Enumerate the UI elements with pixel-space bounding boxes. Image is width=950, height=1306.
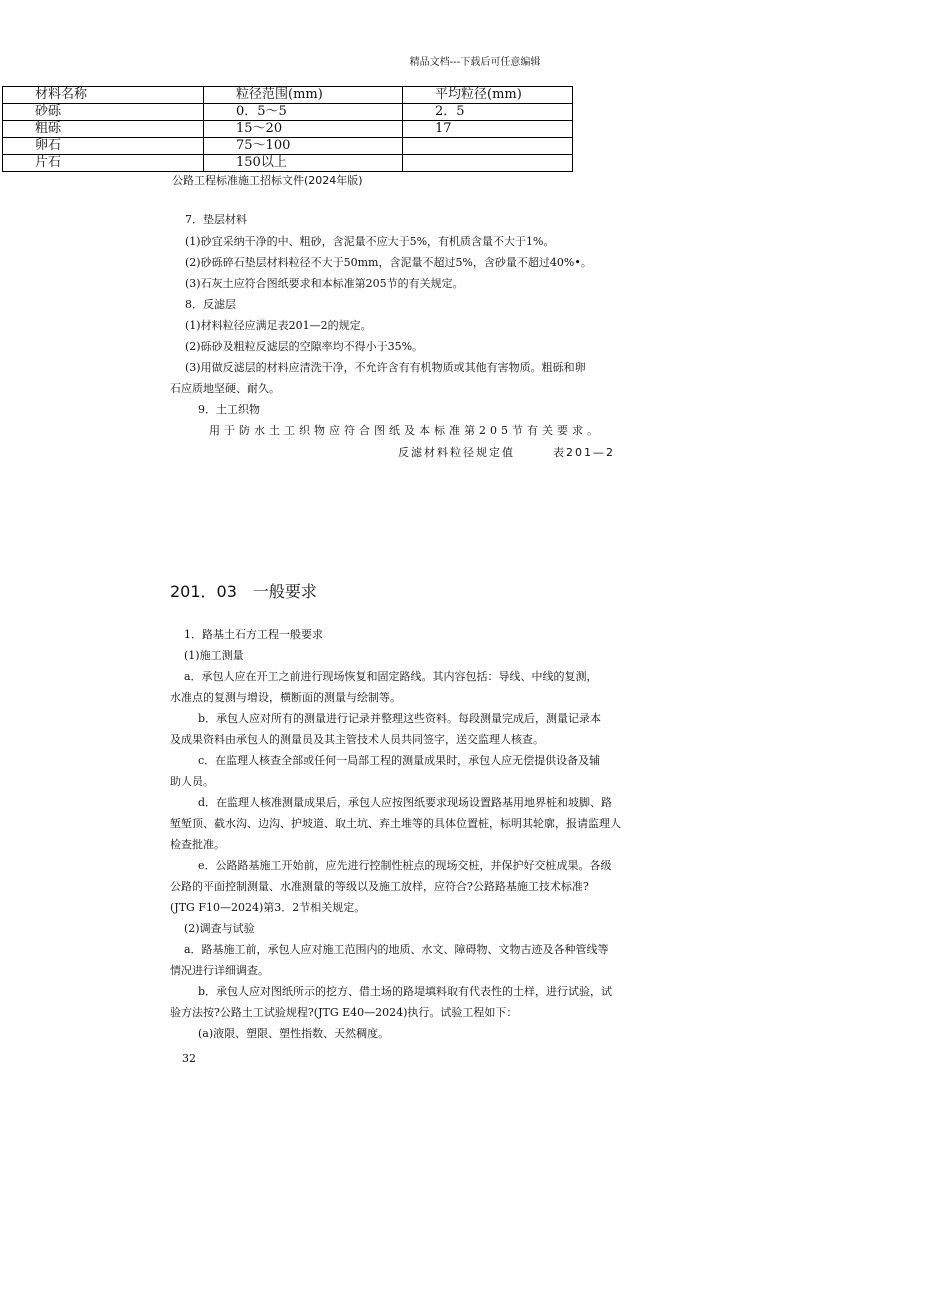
paragraph-line: 验方法按?公路土工试验规程?(JTG E40—2024)执行。试验工程如下： bbox=[170, 1006, 518, 1019]
table-header-cell: 粒径范围(mm) bbox=[204, 87, 403, 104]
paragraph-line: 堑堑顶、截水沟、边沟、护坡道、取土坑、弃土堆等的具体位置桩，标明其轮廓，报请监理人 bbox=[170, 817, 621, 830]
table-cell: 粗砾 bbox=[3, 121, 204, 138]
table-row bbox=[3, 104, 573, 121]
table-caption bbox=[398, 444, 615, 460]
paragraph-line: 助人员。 bbox=[170, 775, 214, 788]
paragraph-line: (1)材料粒径应满足表201—2的规定。 bbox=[185, 319, 372, 332]
paragraph-line: (a)液限、塑限、塑性指数、天然稠度。 bbox=[198, 1027, 390, 1040]
paragraph-line: b．承包人应对所有的测量进行记录并整理这些资料。每段测量完成后，测量记录本 bbox=[198, 712, 602, 725]
table-header-cell: 平均粒径(mm) bbox=[403, 87, 573, 104]
paragraph-line: d．在监理人核准测量成果后，承包人应按图纸要求现场设置路基用地界桩和坡脚、路 bbox=[198, 796, 613, 809]
particle-size-table bbox=[2, 86, 573, 172]
paragraph-line: 水准点的复测与增设，横断面的测量与绘制等。 bbox=[170, 691, 401, 704]
table-cell: 150以上 bbox=[204, 155, 403, 172]
subsection-heading: 7．垫层材料 bbox=[185, 213, 247, 226]
paragraph-line: (JTG F10—2024)第3．2节相关规定。 bbox=[170, 901, 366, 914]
table-cell: 砂砾 bbox=[3, 104, 204, 121]
paragraph-line: 用于防水土工织物应符合图纸及本标准第205节有关要求。 bbox=[209, 424, 602, 437]
paragraph-line: e．公路路基施工开始前，应先进行控制性桩点的现场交桩，并保护好交桩成果。各级 bbox=[198, 859, 612, 872]
page-number: 32 bbox=[182, 1052, 196, 1065]
table-cell: 片石 bbox=[3, 155, 204, 172]
paragraph-line: 及成果资料由承包人的测量员及其主管技术人员共同签字，送交监理人核查。 bbox=[170, 733, 544, 746]
subsection-heading: 9．土工织物 bbox=[198, 403, 260, 416]
table-row bbox=[3, 155, 573, 172]
section-heading bbox=[170, 579, 317, 602]
paragraph-line: b．承包人应对图纸所示的挖方、借土场的路堤填料取有代表性的土样，进行试验，试 bbox=[198, 985, 613, 998]
section-title: 一般要求 bbox=[252, 582, 317, 601]
subsection-heading: 1．路基土石方工程一般要求 bbox=[184, 628, 323, 641]
paragraph-line: (1)砂宜采纳干净的中、粗砂，含泥量不应大于5%，有机质含量不大于1%。 bbox=[185, 235, 555, 248]
table-cell: 2．5 bbox=[403, 104, 573, 121]
document-caption: 公路工程标准施工招标文件(2024年版) bbox=[172, 174, 363, 187]
paragraph-line: (2)砂砾碎石垫层材料粒径不大于50mm，含泥量不超过5%，含砂量不超过40%•。 bbox=[185, 256, 592, 269]
table-row bbox=[3, 121, 573, 138]
paragraph-line: 公路的平面控制测量、水准测量的等级以及施工放样，应符合?公路路基施工技术标准? bbox=[170, 880, 589, 893]
table-header-cell: 材料名称 bbox=[3, 87, 204, 104]
table-caption-title: 反滤材料粒径规定值 bbox=[398, 446, 515, 459]
table-cell: 75～100 bbox=[204, 138, 403, 155]
table-cell bbox=[403, 155, 573, 172]
section-number: 201．03 bbox=[170, 582, 237, 601]
paragraph-line: (3)石灰土应符合图纸要求和本标准第205节的有关规定。 bbox=[185, 277, 464, 290]
paragraph-line: 检查批准。 bbox=[170, 838, 225, 851]
table-row bbox=[3, 138, 573, 155]
paragraph-line: a．路基施工前，承包人应对施工范围内的地质、水文、障碍物、文物古迹及各种管线等 bbox=[184, 943, 609, 956]
paragraph-line: 情况进行详细调查。 bbox=[170, 964, 269, 977]
subsection-heading: (1)施工测量 bbox=[184, 649, 244, 662]
table-caption-number: 表201—2 bbox=[553, 446, 615, 459]
table-cell: 17 bbox=[403, 121, 573, 138]
header-note: 精品文档---下载后可任意编辑 bbox=[409, 57, 541, 68]
paragraph-line: a．承包人应在开工之前进行现场恢复和固定路线。其内容包括：导线、中线的复测， bbox=[184, 670, 598, 683]
paragraph-line: (2)砾砂及粗粒反滤层的空隙率均不得小于35%。 bbox=[185, 340, 424, 353]
paragraph-line: (3)用做反滤层的材料应清洗干净，不允许含有有机物质或其他有害物质。粗砾和卵 bbox=[185, 361, 586, 374]
table-cell: 卵石 bbox=[3, 138, 204, 155]
subsection-heading: 8．反滤层 bbox=[185, 298, 236, 311]
table-cell bbox=[403, 138, 573, 155]
paragraph-line: 石应质地坚硬、耐久。 bbox=[170, 382, 280, 395]
subsection-heading: (2)调查与试验 bbox=[184, 922, 255, 935]
table-cell: 0．5～5 bbox=[204, 104, 403, 121]
paragraph-line: c．在监理人核查全部或任何一局部工程的测量成果时，承包人应无偿提供设备及辅 bbox=[198, 754, 601, 767]
table-header-row bbox=[3, 87, 573, 104]
table-cell: 15～20 bbox=[204, 121, 403, 138]
